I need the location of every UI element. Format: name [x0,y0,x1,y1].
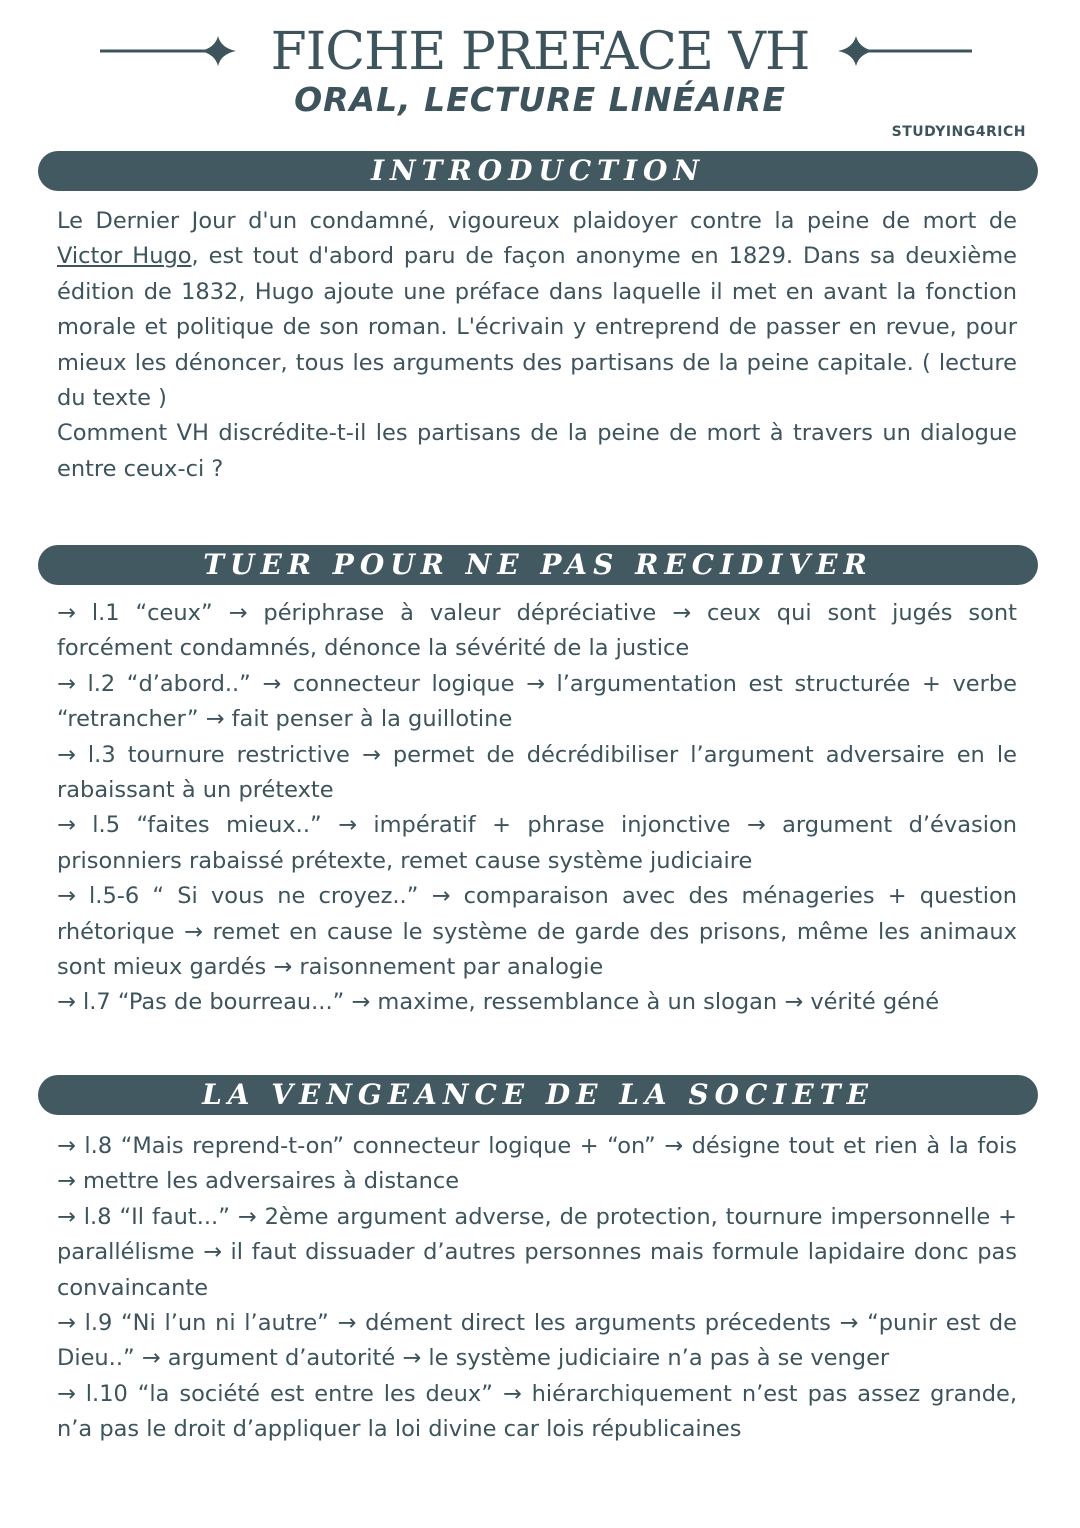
intro-text-end: , est tout d'abord paru de façon anonyme en 1829. Dans sa deuxième édition de 1832, Hugo ajoute une préface dans laquelle il met en avant la fonction morale et politique de son roman. L'écrivain y entreprend de passer en revue, pour mieux les dénoncer, tous les arguments des partisans de la peine capitale. ( lecture du texte ) [57,243,1017,412]
section-heading-tuer: TUER POUR NE PAS RECIDIVER [38,545,1038,585]
section-heading-introduction: INTRODUCTION [38,151,1038,191]
note-item: → l.8 “Mais reprend-t-on” connecteur logique + “on” → désigne tout et rien à la fois → mettre les adversaires à distance [57,1133,1017,1195]
note-item: → l.10 “la société est entre les deux” → hiérarchiquement n’est pas assez grande, n’a pas le droit d’appliquer la loi divine car lois républicaines [57,1380,1017,1443]
intro-text-start: Le Dernier Jour d'un condamné, vigoureux plaidoyer contre la peine de mort de [57,208,1017,234]
author-signature: STUDYING4RICH [891,124,1026,140]
note-item: → l.2 “d’abord..” → connecteur logique → l’argumentation est structurée + verbe “retrancher” → fait penser à la guillotine [57,670,1017,733]
introduction-text [57,204,1017,487]
note-item: → l.8 “Il faut...” → 2ème argument adverse, de protection, tournure impersonnelle + parallélisme → il faut dissuader d’autres personnes mais formule lapidaire donc pas convaincante [57,1203,1017,1301]
problematic-question: Comment VH discrédite-t-il les partisans de la peine de mort à travers un dialogue entre ceux-ci ? [57,420,1017,482]
page-subtitle: ORAL, LECTURE LINÉAIRE [294,80,786,119]
note-item: → l.9 “Ni l’un ni l’autre” → dément direct les arguments précedents → “punir est de Dieu..” → argument d’autorité → le système judiciaire n’a pas à se venger [57,1310,1017,1372]
title-row [0,22,1080,82]
note-item: → l.3 tournure restrictive → permet de décrédibiliser l’argument adversaire en le rabaissant à un prétexte [57,741,1017,804]
note-item: → l.1 “ceux” → périphrase à valeur dépréciative → ceux qui sont jugés sont forcément condamnés, dénonce la sévérité de la justice [57,600,1017,662]
section-notes-vengeance [57,1129,1017,1448]
note-item: → l.7 “Pas de bourreau...” → maxime, ressemblance à un slogan → vérité géné [57,989,940,1016]
sparkle-line-right-icon [834,36,979,66]
page-title: FICHE PREFACE VH [270,22,810,82]
author-name: Victor Hugo [57,243,192,270]
introduction-paragraph [57,204,1017,416]
section-heading-vengeance: LA VENGEANCE DE LA SOCIETE [38,1075,1038,1115]
section-notes-tuer [57,596,1017,1021]
note-item: → l.5-6 “ Si vous ne croyez..” → comparaison avec des ménageries + question rhétorique → remet en cause le système de garde des prisons, même les animaux sont mieux gardés → raisonnement par analogie [57,883,1017,981]
note-item: → l.5 “faites mieux..” → impératif + phrase injonctive → argument d’évasion prisonniers rabaissé prétexte, remet cause système judiciaire [57,812,1017,874]
